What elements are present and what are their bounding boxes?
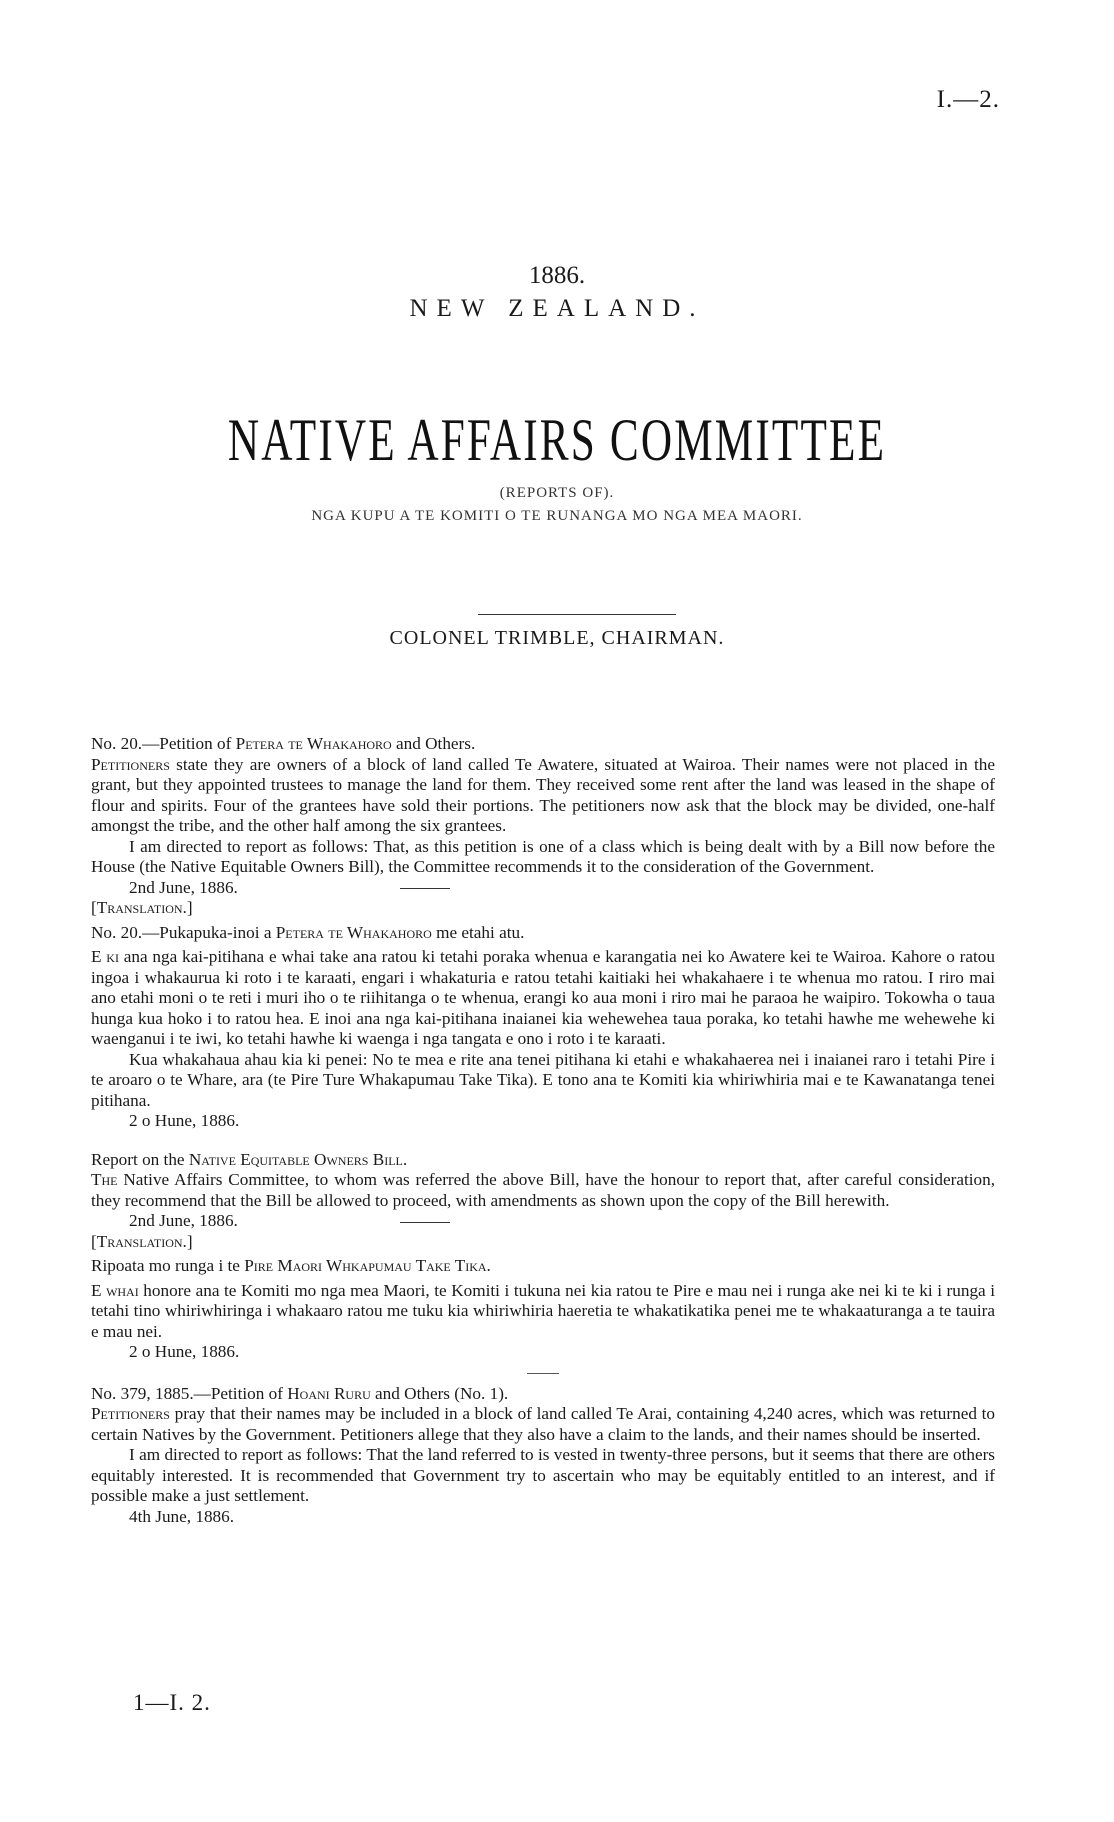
petition-379-heading bbox=[91, 1384, 995, 1405]
bill-translation-date: 2 o Hune, 1886. bbox=[129, 1342, 240, 1361]
translation-20-lead: E ki bbox=[91, 947, 119, 966]
bill-translation-text: honore ana te Komiti mo nga mea Maori, te Komiti i tukuna nei kia ratou te Pire e mau nei i runga ake nei ki te ki i runga i tetahi tino whiriwhiringa i whakaaro ratou me tuku kia whiriwhiria haeretia te whakatikatika penei me te whakaaturanga a te tauira e mau nei. bbox=[91, 1280, 996, 1341]
petition-379-text: pray that their names may be included in a block of land called Te Arai, containing 4,240 acres, which was returned to certain Natives by the Government. Petitioners allege that they also have a claim to the lands, and their names should be inserted. bbox=[91, 1404, 995, 1444]
translation-20-date: 2 o Hune, 1886. bbox=[129, 1111, 240, 1130]
bill-report-lead: The bbox=[91, 1170, 118, 1189]
bill-report-heading bbox=[91, 1150, 995, 1171]
petition-20-lead: Petitioners bbox=[91, 754, 170, 774]
section-divider bbox=[400, 888, 450, 889]
page-code: I.—2. bbox=[936, 86, 1000, 113]
translation-20-text: ana nga kai-pitihana e whai take ana ratou ki tetahi poraka whenua e karangatia nei ko Awatere kei te Wairoa. Kahore o ratou ingoa i whakaurua ki roto i te karaati, engari i whakaturia e ratou tetahi kaitiaki hei whakahaere i te whenua mo ratou. I riro mai ano etahi moni o te reti i muri iho o te riihitanga o te whenua, erangi ko aua moni i riro mai he paraoa he waipiro. Tokowha o taua hunga kua hoko i to ratou hea. E inoi ana nga kai-pitihana inaianei kia wehewehea taua poraka, ko tetahi hawhe me wehewehe ki waenganui i te iwi, ko tetahi hawhe ki waenga i nga tangata e ono i roto i te karaati. bbox=[91, 947, 995, 1048]
petition-20-paragraph bbox=[91, 755, 995, 837]
translation-20-report: Kua whakahaua ahau kia ki penei: No te mea e rite ana tenei pitihana ki etahi e whakahaerea nei i inaianei raro i tetahi Pire i te aroaro o te Whare, ara (te Pire Ture Whakapumau Take Tika). E tono ana te Komiti kia whiriwhiria mai e te Kawanatanga tenei pitihana. bbox=[91, 1049, 995, 1110]
bill-translation-paragraph bbox=[91, 1281, 995, 1343]
petition-379-heading-prefix: No. 379, 1885.—Petition of bbox=[91, 1383, 288, 1403]
petition-379-lead: Petitioners bbox=[91, 1404, 170, 1423]
petition-20-text: state they are owners of a block of land called Te Awatere, situated at Wairoa. Their names were not placed in the grant, but they appointed trustees to manage the land for them. They received some rent after the land was leased in the shape of flour and spirits. Four of the grantees have sold their portions. The petitioners now ask that the block may be divided, one-half amongst the tribe, and the other half among the six grantees. bbox=[91, 754, 995, 835]
bill-report-date: 2nd June, 1886. bbox=[129, 1211, 238, 1230]
petition-20-date-line bbox=[91, 878, 995, 899]
bill-translation-lead: E whai bbox=[91, 1280, 139, 1300]
petition-20-report: I am directed to report as follows: That, as this petition is one of a class which is being dealt with by a Bill now before the House (the Native Equitable Owners Bill), the Committee recommends it to the consideration of the Government. bbox=[91, 836, 995, 876]
translation-20-heading bbox=[91, 923, 995, 944]
translation-20-heading-prefix: No. 20.—Pukapuka-inoi a bbox=[91, 922, 276, 942]
translation-20-petitioner: Petera te Whakahoro bbox=[275, 922, 432, 942]
bill-report-text: Native Affairs Committee, to whom was referred the above Bill, have the honour to report that, after careful consideration, they recommend that the Bill be allowed to proceed, with amendments as shown upon the copy of the Bill herewith. bbox=[91, 1170, 995, 1210]
petition-20-heading-prefix: No. 20.—Petition of bbox=[91, 734, 236, 753]
petition-379-date-line bbox=[91, 1507, 995, 1528]
bill-report-heading-prefix: Report on the bbox=[91, 1149, 189, 1169]
maori-title: NGA KUPU A TE KOMITI O TE RUNANGA MO NGA MEA MAORI. bbox=[311, 508, 803, 524]
bill-translation-bill-name: Pire Maori Whkapumau Take Tika. bbox=[244, 1256, 491, 1275]
translation-20-heading-suffix: me etahi atu. bbox=[431, 922, 525, 942]
translation-20-label: [Translation.] bbox=[91, 898, 193, 917]
section-divider bbox=[400, 1222, 450, 1223]
translation-20-paragraph bbox=[91, 947, 995, 1050]
chairman-line: COLONEL TRIMBLE, CHAIRMAN. bbox=[389, 627, 725, 649]
petition-379-paragraph bbox=[91, 1404, 995, 1445]
petition-379-report: I am directed to report as follows: That the land referred to is vested in twenty-three persons, but it seems that there are others equitably interested. It is recommended that Government try to ascertain who may be equitably entitled to an interest, and if possible make a just settlement. bbox=[91, 1445, 995, 1505]
petition-379-date: 4th June, 1886. bbox=[129, 1506, 235, 1526]
petition-379-heading-suffix: and Others (No. 1). bbox=[370, 1383, 509, 1403]
year: 1886. bbox=[528, 262, 586, 289]
petition-379-petitioner: Hoani Ruru bbox=[287, 1383, 371, 1403]
bill-translation-heading bbox=[91, 1256, 995, 1277]
petition-20-petitioner: Petera te Whakahoro bbox=[235, 734, 392, 753]
footer-signature: 1—I. 2. bbox=[133, 1690, 211, 1715]
bill-translation-label: [Translation.] bbox=[91, 1231, 193, 1251]
translation-20-date-line bbox=[91, 1111, 995, 1132]
bill-report-paragraph bbox=[91, 1170, 995, 1211]
bill-translation-heading-prefix: Ripoata mo runga i te bbox=[91, 1256, 245, 1275]
bill-report-bill-name: Native Equitable Owners Bill. bbox=[188, 1149, 408, 1169]
petition-20-heading-suffix: and Others. bbox=[391, 734, 476, 753]
country: NEW ZEALAND. bbox=[409, 295, 705, 322]
report-body bbox=[91, 734, 995, 1527]
bill-translation-date-line bbox=[91, 1342, 995, 1363]
petition-20-heading bbox=[91, 734, 995, 755]
title-divider bbox=[478, 614, 676, 615]
subtitle: (REPORTS OF). bbox=[499, 485, 615, 501]
petition-20-date: 2nd June, 1886. bbox=[129, 877, 238, 897]
main-title: NATIVE AFFAIRS COMMITTEE bbox=[227, 407, 887, 473]
bill-report-date-line bbox=[91, 1211, 995, 1232]
